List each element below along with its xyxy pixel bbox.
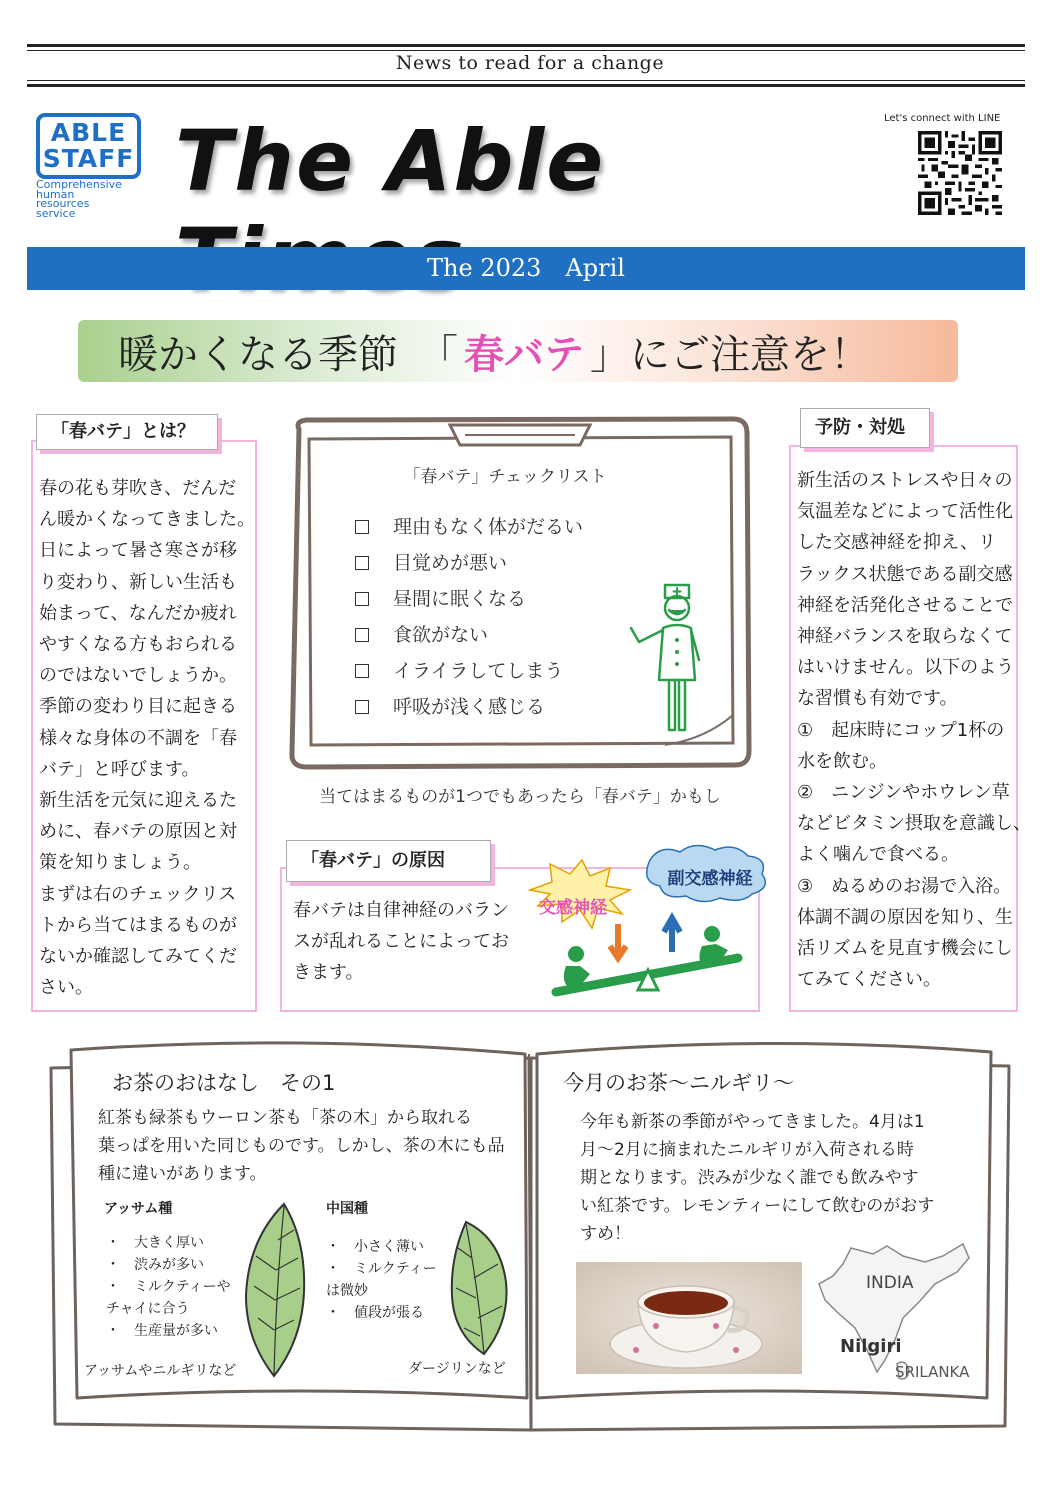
checklist-item[interactable] [355, 584, 526, 611]
checklist-title: 「春バテ」チェックリスト [403, 467, 607, 487]
cause-line: きます。 [293, 962, 364, 984]
assam-heading: アッサム種 [104, 1201, 173, 1217]
assam-list-item: ・ 大きく厚い [106, 1235, 204, 1251]
haru-bate-intro-tab: 「春バテ」とは？ [36, 414, 218, 450]
intro-line: トから当てはまるものが [39, 914, 237, 936]
cause-text [293, 895, 533, 989]
prevention-line: 体調不調の原因を知り、生 [797, 906, 1013, 928]
china-list-item: ・ 値段が張る [326, 1305, 424, 1321]
prevention-line: 神経を活発化させることで [797, 594, 1013, 616]
tagline: News to read for a change [395, 52, 665, 74]
monthly-tea-line: い紅茶です。レモンティーにして飲むのがおす [580, 1196, 935, 1216]
intro-line: 様々な身体の不調を「春 [39, 727, 237, 749]
logo-line1: ABLE [50, 118, 127, 147]
checkbox-icon[interactable] [355, 700, 369, 714]
prevention-line: 気温差などによって活性化 [797, 501, 1013, 523]
tagline-rule [27, 84, 1025, 87]
tea-story-title: お茶のおはなし その1 [112, 1071, 336, 1095]
intro-line: やすくなる方もおられる [39, 634, 237, 656]
logo-sub-line: human [36, 187, 75, 201]
intro-line: 新生活を元気に迎えるた [39, 790, 237, 812]
line-connect-label: Let's connect with LINE [884, 113, 1001, 124]
checklist-item-label: 昼間に眠くなる [393, 588, 527, 610]
logo-sub-line: resources [36, 197, 90, 210]
prevention-line: 神経バランスを取らなくて [797, 626, 1013, 648]
china-list-item: ・ 小さく薄い [326, 1239, 424, 1255]
top-rule-thin [27, 50, 1025, 51]
intro-line: のではないでしょうか。 [39, 665, 237, 687]
tea-story-intro [98, 1104, 528, 1188]
intro-line: 始まって、なんだか疲れ [39, 602, 237, 624]
prevention-line: などビタミン摂取を意識し、 [797, 813, 1031, 835]
top-rule [27, 44, 1025, 47]
assam-footer: アッサムやニルギリなど [84, 1363, 237, 1379]
prevention-line: ③ ぬるめのお湯で入浴。 [797, 875, 1012, 897]
parasympathetic-label: 副交感神経 [667, 869, 753, 889]
intro-line: ん暖かくなってきました。 [39, 509, 255, 531]
haru-bate-intro-text [39, 473, 259, 1003]
checklist-item[interactable] [355, 548, 507, 575]
intro-line: めに、春バテの原因と対 [39, 821, 237, 843]
intro-line: さい。 [39, 977, 93, 999]
checklist-item[interactable] [355, 692, 545, 719]
cause-tab: 「春バテ」の原因 [286, 840, 491, 882]
checkbox-icon[interactable] [355, 556, 369, 570]
intro-line: 策を知りましょう。 [39, 852, 201, 874]
china-list [326, 1236, 446, 1324]
prevention-line: ② ニンジンやホウレン草 [797, 782, 1010, 804]
checkbox-icon[interactable] [355, 592, 369, 606]
logo-subtitle [36, 180, 156, 218]
prevention-text [797, 465, 1031, 995]
tea-intro-line: 葉っぱを用いた同じものです。しかし、茶の木にも品 [98, 1136, 505, 1156]
cause-line: 春バテは自律神経のバラン [293, 900, 509, 921]
nurse-icon [625, 580, 715, 740]
headline-after: 」にご注意を！ [590, 331, 870, 378]
masthead-title: The Able [175, 112, 606, 210]
tea-intro-line: 種に違いがあります。 [98, 1164, 267, 1184]
sympathetic-label: 交感神経 [539, 898, 607, 918]
checkbox-icon[interactable] [355, 628, 369, 642]
prevention-line: はいけません。以下のよう [797, 657, 1015, 679]
prevention-line: 水を飲む。 [797, 750, 887, 772]
checklist-item[interactable] [355, 620, 488, 647]
headline-before: 暖かくなる季節 「 [118, 331, 458, 378]
tea-cup-photo [576, 1262, 802, 1374]
china-heading: 中国種 [326, 1201, 368, 1217]
headline-text [78, 320, 958, 382]
prevention-line: な習慣も有効です。 [797, 688, 958, 710]
checklist-item-label: イライラしてしまう [393, 660, 564, 682]
intro-line: 春の花も芽吹き、だんだ [39, 478, 237, 499]
checklist-item-label: 理由もなく体がだるい [393, 516, 584, 538]
intro-line: バテ」と呼びます。 [39, 758, 200, 780]
cause-line: スが乱れることによってお [293, 931, 509, 953]
assam-leaf-icon [238, 1200, 310, 1380]
prevention-line: ① 起床時にコップ1杯の [797, 719, 1005, 741]
assam-list-item: チャイに合う [106, 1301, 190, 1317]
monthly-tea-line: すめ！ [580, 1224, 631, 1244]
prevention-line: よく噛んで食べる。 [797, 844, 959, 866]
monthly-tea-text [580, 1108, 960, 1248]
checkbox-icon[interactable] [355, 520, 369, 534]
china-list-item: ・ ミルクティー [326, 1261, 437, 1277]
headline-highlight: 春バテ [464, 331, 584, 378]
tagline-rule-thin [27, 80, 1025, 81]
china-leaf-icon [444, 1218, 512, 1358]
intro-line: り変わり、新しい生活も [39, 571, 237, 593]
assam-list [106, 1232, 256, 1342]
checklist-item[interactable] [355, 656, 563, 683]
able-staff-logo [36, 113, 141, 179]
prevention-tab: 予防・対処 [800, 408, 930, 448]
logo-sub-line: service [36, 206, 76, 220]
checkbox-icon[interactable] [355, 664, 369, 678]
map-label-india: INDIA [866, 1273, 914, 1293]
monthly-tea-line: 今年も新茶の季節がやってきました。4月は1 [580, 1112, 925, 1132]
tea-intro-line: 紅茶も緑茶もウーロン茶も「茶の木」から取れる [98, 1108, 472, 1128]
intro-line: 季節の変わり目に起きる [39, 696, 237, 718]
map-label-nilgiri: Nilgiri [840, 1336, 902, 1357]
prevention-line: ラックス状態である副交感 [797, 563, 1013, 585]
assam-list-item: ・ ミルクティーや [106, 1279, 231, 1295]
intro-line: 日によって暑さ寒さが移 [39, 540, 237, 562]
assam-list-item: ・ 生産量が多い [106, 1323, 218, 1339]
checklist-item-label: 呼吸が浅く感じる [393, 696, 546, 718]
prevention-line: てみてください。 [797, 969, 941, 991]
china-footer: ダージリンなど [408, 1361, 506, 1377]
monthly-tea-title: 今月のお茶～ニルギリ～ [563, 1071, 794, 1095]
intro-line: まずは右のチェックリス [39, 883, 237, 905]
monthly-tea-line: 月～2月に摘まれたニルギリが入荷される時 [580, 1140, 914, 1160]
assam-list-item: ・ 渋みが多い [106, 1257, 204, 1273]
map-label-srilanka: SRILANKA [895, 1363, 970, 1381]
prevention-line: 新生活のストレスや日々の [797, 470, 1013, 491]
checklist-item[interactable] [355, 512, 583, 539]
intro-line: ないか確認してみてくだ [39, 946, 237, 968]
checklist-item-label: 目覚めが悪い [393, 552, 508, 574]
issue-date-bar: The 2023 April [27, 247, 1025, 290]
checklist-item-label: 食欲がない [393, 624, 489, 646]
prevention-line: 活リズムを見直す機会にし [797, 938, 1013, 960]
checklist-footer: 当てはまるものが1つでもあったら「春バテ」かもし [319, 787, 721, 807]
monthly-tea-line: 期となります。渋みが少なく誰でも飲みやす [580, 1168, 919, 1188]
logo-sub-line: Comprehensive [36, 178, 122, 191]
qr-code-icon[interactable] [917, 131, 1003, 215]
china-list-item: は微妙 [326, 1283, 368, 1299]
logo-line2: STAFF [42, 144, 135, 173]
prevention-line: した交感神経を抑え、リ [797, 532, 997, 554]
